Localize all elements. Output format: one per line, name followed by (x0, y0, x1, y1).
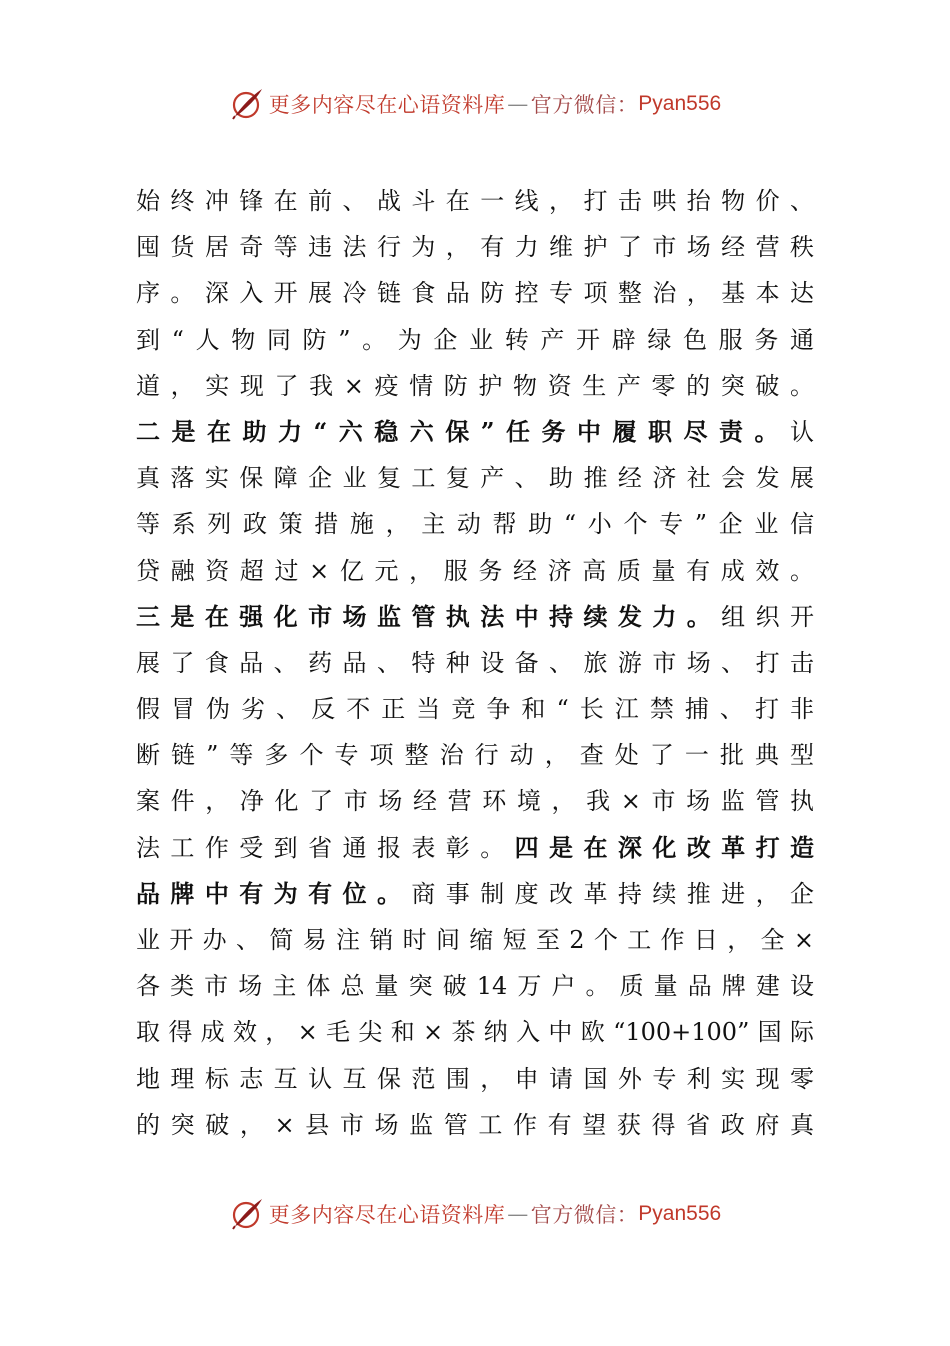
text-segment: 认 (790, 417, 814, 446)
text-line (136, 871, 814, 917)
document-body (136, 178, 814, 1148)
text-line (136, 224, 814, 270)
text-line (136, 409, 814, 455)
text-segment: 贷融资超过×亿元，服务经济高质量有成效。 (136, 556, 814, 585)
text-segment: 断链”等多个专项整治行动，查处了一批典型 (136, 741, 814, 770)
quill-pen-circle-icon (229, 1196, 265, 1232)
footer-watermark (0, 1194, 950, 1234)
text-line (136, 778, 814, 824)
text-line (136, 548, 814, 594)
watermark-wechat-label: 官方微信： (530, 93, 639, 117)
text-segment: 假冒伪劣、反不正当竞争和“长江禁捕、打非 (136, 695, 814, 724)
bold-heading-segment: 四是在深化改革打造 (514, 832, 814, 862)
watermark-wechat-id: Pyan556 (638, 1202, 722, 1225)
watermark-main-text: 更多内容尽在心语资料库 (268, 1203, 506, 1227)
watermark-dash: — (507, 92, 529, 116)
text-segment: 业开办、简易注销时间缩短至2个工作日，全× (136, 926, 814, 954)
text-segment: 始终冲锋在前、战斗在一线，打击哄抬物价、 (136, 187, 814, 215)
text-segment: 序。深入开展冷链食品防控专项整治，基本达 (136, 279, 814, 308)
text-line (136, 501, 814, 547)
text-line (136, 686, 814, 732)
text-segment: 地理标志互认互保范围，申请国外专利实现零 (136, 1064, 814, 1093)
text-line (136, 594, 814, 640)
text-line (136, 178, 814, 224)
header-watermark (0, 84, 950, 124)
text-segment: 展了食品、药品、特种设备、旅游市场、打击 (136, 648, 814, 677)
text-segment: 组织开 (721, 602, 814, 631)
watermark-wechat-label: 官方微信： (530, 1203, 639, 1227)
text-segment: 商事制度改革持续推进，企 (411, 879, 814, 908)
text-segment: 到“人物同防”。为企业转产开辟绿色服务通 (136, 325, 814, 354)
text-segment: 取得成效，×毛尖和×茶纳入中欧“100+100”国际 (136, 1018, 814, 1047)
watermark-wechat-id: Pyan556 (638, 92, 722, 115)
text-line (136, 963, 814, 1009)
text-segment: 等系列政策措施，主动帮助“小个专”企业信 (136, 510, 814, 539)
watermark-dash: — (507, 1202, 529, 1226)
text-line (136, 363, 814, 409)
text-line (136, 640, 814, 686)
quill-pen-circle-icon (229, 86, 265, 122)
bold-heading-segment: 二是在助力“六稳六保”任务中履职尽责。 (136, 416, 790, 446)
text-segment: 的突破，×县市场监管工作有望获得省政府真 (136, 1110, 814, 1139)
bold-heading-segment: 三是在强化市场监管执法中持续发力。 (136, 601, 722, 631)
text-line (136, 1009, 814, 1055)
bold-heading-segment: 品牌中有为有位。 (136, 878, 412, 908)
watermark-main-text: 更多内容尽在心语资料库 (268, 93, 506, 117)
text-line (136, 270, 814, 316)
text-line (136, 825, 814, 871)
text-line (136, 732, 814, 778)
text-line (136, 917, 814, 963)
text-line (136, 317, 814, 363)
text-segment: 法工作受到省通报表彰。 (136, 833, 515, 862)
text-segment: 案件，净化了市场经营环境，我×市场监管执 (136, 787, 814, 816)
text-line (136, 455, 814, 501)
text-line (136, 1102, 814, 1148)
text-line (136, 1056, 814, 1102)
text-segment: 各类市场主体总量突破14万户。质量品牌建设 (136, 972, 814, 1001)
text-segment: 道，实现了我×疫情防护物资生产零的突破。 (136, 371, 814, 400)
text-segment: 真落实保障企业复工复产、助推经济社会发展 (136, 464, 814, 493)
text-segment: 囤货居奇等违法行为，有力维护了市场经营秩 (136, 233, 814, 262)
